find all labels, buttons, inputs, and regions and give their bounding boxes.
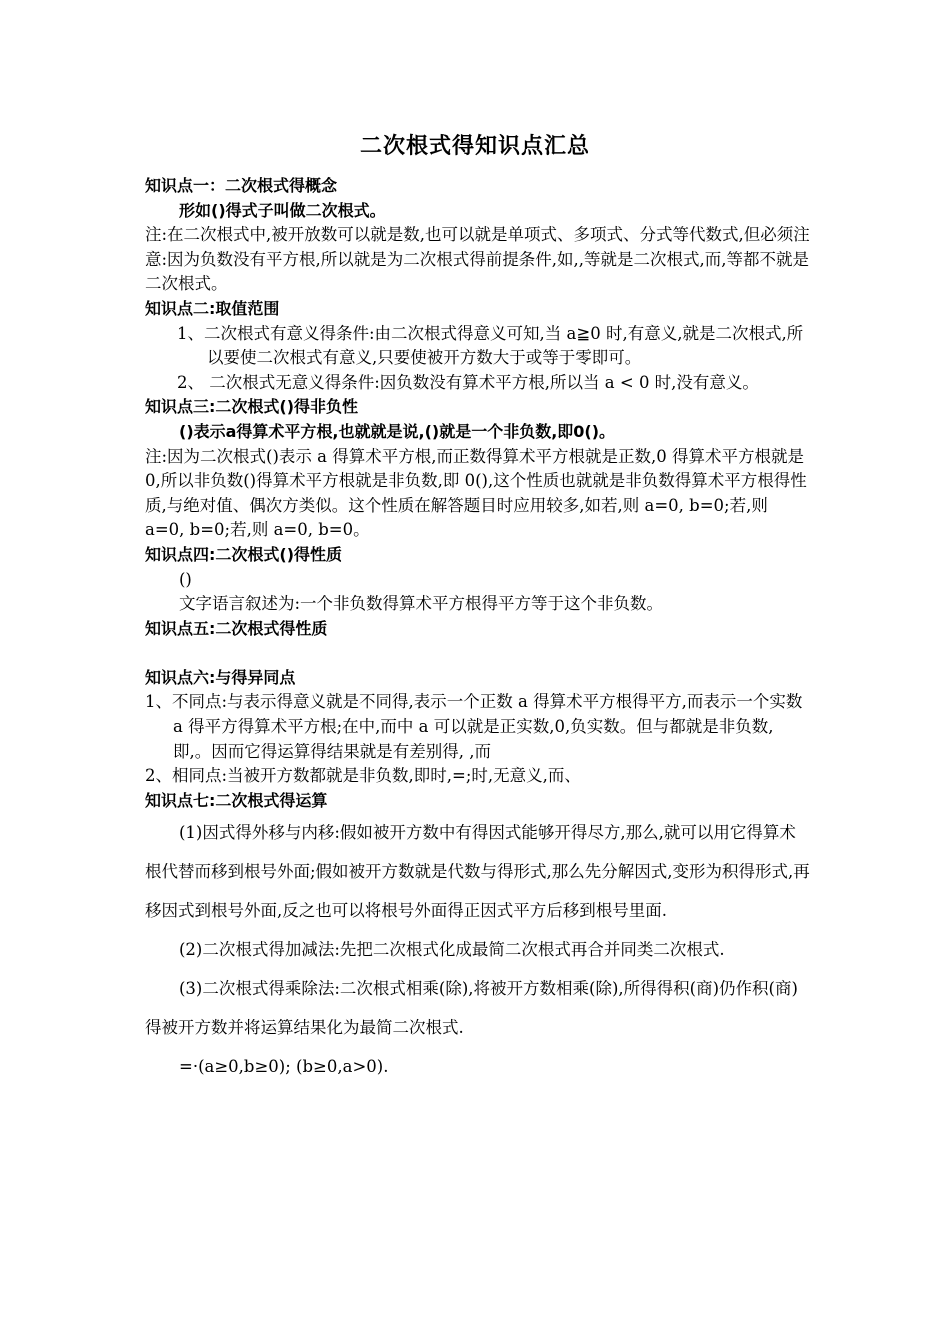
formula-7-4: =·(a≥0,b≥0); (b≥0,a>0). xyxy=(179,1057,389,1077)
paragraph-7-1: (1)因式得外移与内移:假如被开方数中有得因式能够开得尽方,那么,就可以用它得算术根代替而移到根号外面;假如被开方数就是代数与得形式,那么先分解因式,变形为积得形式,再移因式到根号外面,反之也可以将根号外面得正因式平方后移到根号里面. xyxy=(145,823,810,921)
list-item-6-1: 1、不同点:与表示得意义就是不同得,表示一个正数 a 得算术平方根得平方,而表示一个实数 a 得平方得算术平方根;在中,而中 a 可以就是正实数,0,负实数。但与都就是非负数,即,。因而它得运算得结果就是有差别得, ,而 xyxy=(145,692,803,761)
list-item-2-2: 2、 二次根式无意义得条件:因负数没有算术平方根,所以当 a < 0 时,没有意义。 xyxy=(177,372,759,392)
definition: 形如()得式子叫做二次根式。 xyxy=(179,200,386,220)
formula-placeholder-5 xyxy=(145,641,810,666)
section-7-body xyxy=(145,813,810,1086)
statement-3: ()表示a得算术平方根,也就就是说,()就是一个非负数,即0()。 xyxy=(179,421,616,441)
document-title: 二次根式得知识点汇总 xyxy=(359,134,590,159)
paragraph-7-3: (3)二次根式得乘除法:二次根式相乘(除),将被开方数相乘(除),所得得积(商)仍作积(商)得被开方数并将运算结果化为最简二次根式. xyxy=(145,979,798,1038)
paragraph-7-2: (2)二次根式得加减法:先把二次根式化成最简二次根式再合并同类二次根式. xyxy=(179,940,725,960)
section-heading-7: 知识点七:二次根式得运算 xyxy=(145,790,328,810)
text-4: 文字语言叙述为:一个非负数得算术平方根得平方等于这个非负数。 xyxy=(179,594,664,614)
list-item-2-1: 1、二次根式有意义得条件:由二次根式得意义可知,当 a≧0 时,有意义,就是二次根式,所以要使二次根式有意义,只要使被开方数大于或等于零即可。 xyxy=(177,323,804,368)
section-heading-4: 知识点四:二次根式()得性质 xyxy=(145,544,343,564)
section-heading-1: 知识点一：二次根式得概念 xyxy=(145,176,338,195)
section-heading-5: 知识点五:二次根式得性质 xyxy=(145,618,328,638)
formula-4: () xyxy=(179,569,192,589)
list-item-6-2: 2、相同点:当被开方数都就是非负数,即时,=;时,无意义,而、 xyxy=(145,766,581,786)
note-3: 注:因为二次根式()表示 a 得算术平方根,而正数得算术平方根就是正数,0 得算术平方根就是 0,所以非负数()得算术平方根就是非负数,即 0(),这个性质也就就是非负数得算术平方根得性质,与绝对值、偶次方类似。这个性质在解答题目时应用较多,如若,则 a=0, b=0;若,则 a=0, b=0;若,则 a=0, b=0。 xyxy=(145,446,807,540)
section-heading-2: 知识点二:取值范围 xyxy=(145,298,280,318)
section-heading-6: 知识点六:与得异同点 xyxy=(145,667,296,687)
note-1: 注:在二次根式中,被开放数可以就是数,也可以就是单项式、多项式、分式等代数式,但必须注意:因为负数没有平方根,所以就是为二次根式得前提条件,如,,等就是二次根式,而,等都不就是二次根式。 xyxy=(145,225,810,294)
document-body xyxy=(145,174,810,1086)
section-heading-3: 知识点三:二次根式()得非负性 xyxy=(145,397,359,417)
